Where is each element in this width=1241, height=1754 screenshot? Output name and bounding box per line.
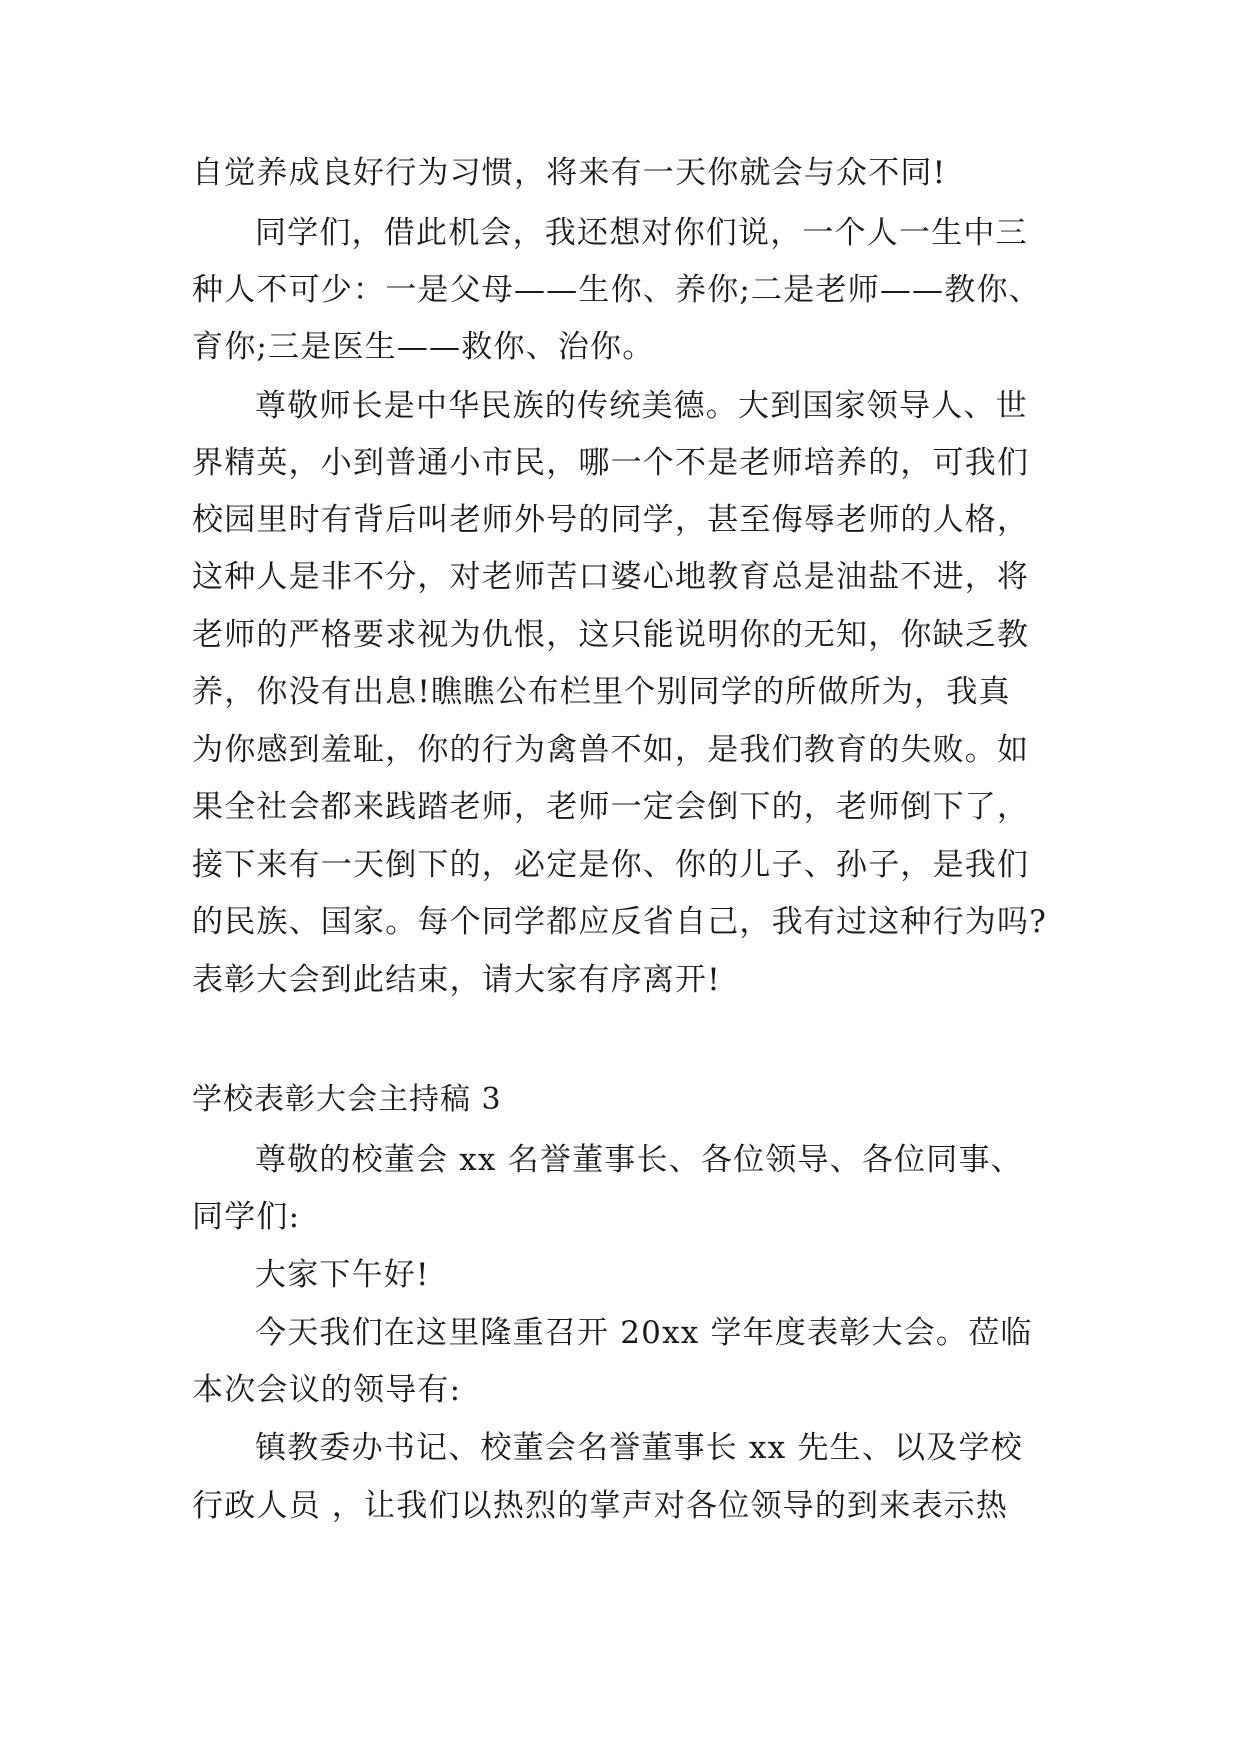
text-line: 育你;三是医生——救你、治你。 xyxy=(192,329,655,365)
paragraph-first-line: 镇教委办书记、校董会名誉董事长 xx 先生、以及学校 xyxy=(255,1430,1023,1466)
text-line: 这种人是非不分，对老师苦口婆心地教育总是油盐不进，将 xyxy=(192,559,1030,595)
paragraph-first-line: 大家下午好! xyxy=(255,1257,430,1293)
text-line: 的民族、国家。每个同学都应反省自己，我有过这种行为吗? xyxy=(192,904,1048,940)
text-line: 本次会议的领导有: xyxy=(192,1372,462,1408)
text-line: 养，你没有出息!瞧瞧公布栏里个别同学的所做所为，我真 xyxy=(192,674,1011,710)
text-line: 老师的严格要求视为仇恨，这只能说明你的无知，你缺乏教 xyxy=(192,617,1030,653)
text-line: 接下来有一天倒下的，必定是你、你的儿子、孙子，是我们 xyxy=(192,847,1030,883)
text-line: 为你感到羞耻，你的行为禽兽不如，是我们教育的失败。如 xyxy=(192,732,1030,768)
text-line: 表彰大会到此结束，请大家有序离开! xyxy=(192,962,721,998)
text-line: 自觉养成良好行为习惯，将来有一天你就会与众不同! xyxy=(192,155,947,191)
section-heading: 学校表彰大会主持稿 3 xyxy=(192,1082,502,1117)
text-line: 校园里时有背后叫老师外号的同学，甚至侮辱老师的人格， xyxy=(192,502,1030,538)
text-line: 同学们: xyxy=(192,1199,301,1235)
text-line: 行政人员 ，让我们以热烈的掌声对各位领导的到来表示热 xyxy=(192,1488,1009,1524)
text-line: 果全社会都来践踏老师，老师一定会倒下的，老师倒下了， xyxy=(192,789,1030,825)
paragraph-first-line: 尊敬的校董会 xx 名誉董事长、各位领导、各位同事、 xyxy=(255,1142,1023,1178)
paragraph-first-line: 尊敬师长是中华民族的传统美德。大到国家领导人、世 xyxy=(255,388,1028,424)
paragraph-first-line: 今天我们在这里隆重召开 20xx 学年度表彰大会。莅临 xyxy=(255,1315,1033,1351)
text-line: 界精英，小到普通小市民，哪一个不是老师培养的，可我们 xyxy=(192,445,1030,481)
paragraph-first-line: 同学们，借此机会，我还想对你们说，一个人一生中三 xyxy=(255,215,1028,251)
text-line: 种人不可少：一是父母——生你、养你;二是老师——教你、 xyxy=(192,272,1041,308)
